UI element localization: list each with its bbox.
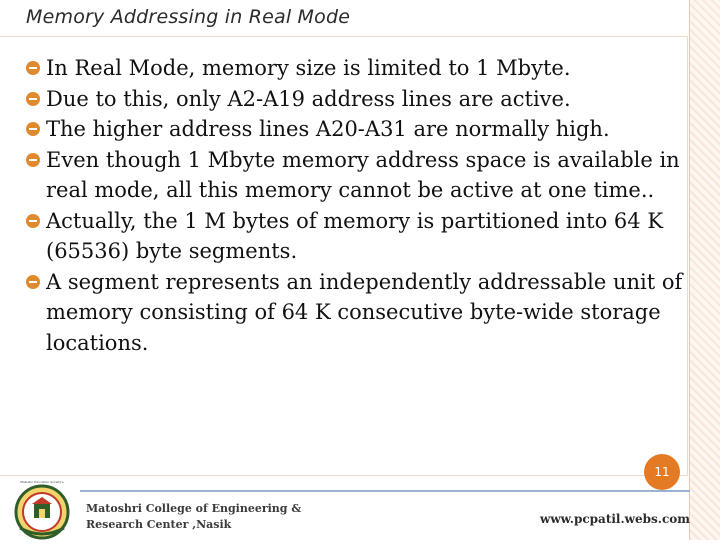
bullet-text: Due to this, only A2-A19 address lines are active.: [46, 86, 571, 111]
decorative-side-line: [689, 0, 690, 540]
bullet-item: [26, 53, 686, 84]
page-number-badge: 11: [644, 454, 680, 490]
bullet-icon: [26, 275, 40, 289]
footer-divider: [80, 490, 690, 492]
bullet-text: A segment represents an independently addressable unit of memory consisting of 64 K consecutive byte-wide storage locations.: [46, 269, 683, 355]
bullet-item: [26, 84, 686, 115]
bullet-list: [26, 53, 686, 358]
college-name-line1: Matoshri College of Engineering &: [86, 502, 302, 515]
college-seal-icon: [10, 478, 74, 540]
bullet-icon: [26, 122, 40, 136]
logo-caption: Matoshri Education Society's: [20, 480, 64, 484]
bullet-item: [26, 206, 686, 267]
college-logo: [10, 478, 74, 544]
slide-title: Memory Addressing in Real Mode: [26, 6, 351, 28]
bullet-icon: [26, 153, 40, 167]
bullet-icon: [26, 61, 40, 75]
website-link[interactable]: www.pcpatil.webs.com: [540, 512, 690, 526]
bullet-item: [26, 145, 686, 206]
bullet-icon: [26, 214, 40, 228]
bullet-item: [26, 114, 686, 145]
bullet-text: Actually, the 1 M bytes of memory is partitioned into 64 K (65536) byte segments.: [46, 208, 664, 263]
bullet-text: The higher address lines A20-A31 are normally high.: [46, 117, 610, 141]
bullet-text: In Real Mode, memory size is limited to 1 Mbyte.: [46, 56, 571, 80]
decorative-side-band: [690, 0, 720, 540]
bullet-text: Even though 1 Mbyte memory address space is available in real mode, all this memory cannot be active at one time..: [46, 147, 680, 202]
bullet-icon: [26, 92, 40, 106]
college-name-line2: Research Center ,Nasik: [86, 518, 232, 531]
bullet-item: [26, 267, 686, 359]
college-name: [86, 501, 301, 533]
